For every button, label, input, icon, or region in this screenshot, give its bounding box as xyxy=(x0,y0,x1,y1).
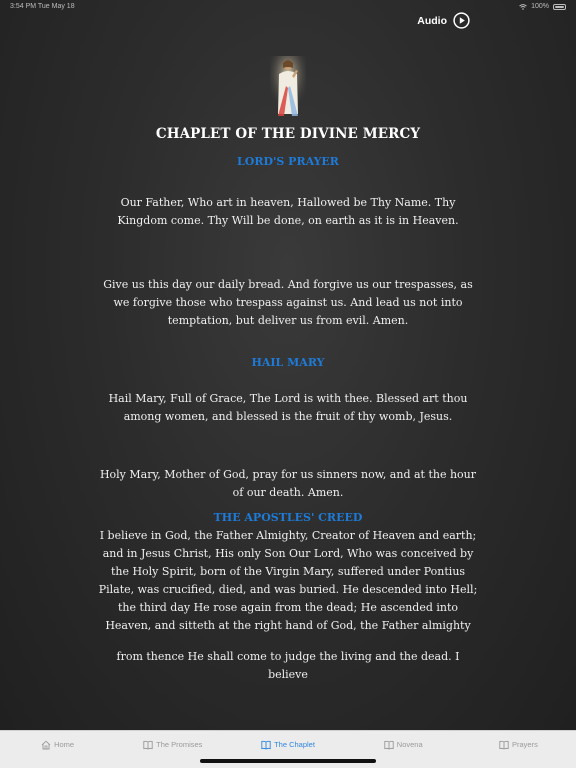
status-time: 3:54 PM Tue May 18 xyxy=(10,3,75,10)
tab-label-prayers: Prayers xyxy=(511,740,538,749)
page-title: CHAPLET OF THE DIVINE MERCY xyxy=(155,126,421,142)
hero xyxy=(0,56,576,122)
battery-percent: 100% xyxy=(531,3,549,10)
chaplet-content xyxy=(96,126,480,684)
play-circle-icon xyxy=(453,12,470,29)
audio-button[interactable] xyxy=(417,12,470,29)
book-icon xyxy=(384,740,394,750)
book-icon xyxy=(499,740,509,750)
tab-label-the-promises: The Promises xyxy=(156,740,203,749)
section-heading-lords-prayer: LORD'S PRAYER xyxy=(237,155,339,168)
apostles-creed-text-1: I believe in God, the Father Almighty, Creator of Heaven and earth; and in Jesus Christ, His only Son Our Lord, Who was conceived by the Holy Spirit, born of the Virgin Mary, suffered under Pontius Pilate, was crucified, died, and was buried. He descended into Hell; the third day He rose again from the dead; He ascended into Heaven, and sitteth at the right hand of God, the Father almighty xyxy=(98,529,478,632)
battery-icon xyxy=(553,4,566,10)
hail-mary-text-1: Hail Mary, Full of Grace, The Lord is with thee. Blessed art thou among women, and blessed is the fruit of thy womb, Jesus. xyxy=(108,392,468,423)
home-indicator[interactable] xyxy=(200,759,376,763)
book-icon xyxy=(261,740,271,750)
book-icon xyxy=(143,740,153,750)
status-bar xyxy=(0,0,576,14)
lords-prayer-text-2: Give us this day our daily bread. And forgive us our trespasses, as we forgive those who trespass against us. And lead us not into temptation, but deliver us from evil. Amen. xyxy=(103,278,473,327)
tab-label-home: Home xyxy=(54,740,75,749)
lords-prayer-text-1: Our Father, Who art in heaven, Hallowed be Thy Name. Thy Kingdom come. Thy Will be done, on earth as it is in Heaven. xyxy=(117,196,459,227)
tab-home[interactable] xyxy=(0,731,115,768)
section-heading-apostles-creed: THE APOSTLES' CREED xyxy=(213,511,363,524)
tab-bar xyxy=(0,730,576,768)
tab-prayers[interactable] xyxy=(461,731,576,768)
tab-label-novena: Novena xyxy=(396,740,423,749)
hail-mary-text-2: Holy Mary, Mother of God, pray for us sinners now, and at the hour of our death. Amen. xyxy=(99,468,477,499)
tab-label-the-chaplet: The Chaplet xyxy=(274,740,315,749)
apostles-creed-text-2: from thence He shall come to judge the living and the dead. I believe xyxy=(116,650,460,681)
section-heading-hail-mary: HAIL MARY xyxy=(251,356,325,369)
house-icon xyxy=(41,740,51,750)
wifi-icon xyxy=(519,4,527,10)
status-indicators xyxy=(519,3,566,10)
audio-label: Audio xyxy=(417,14,447,27)
divine-mercy-image xyxy=(270,56,306,118)
